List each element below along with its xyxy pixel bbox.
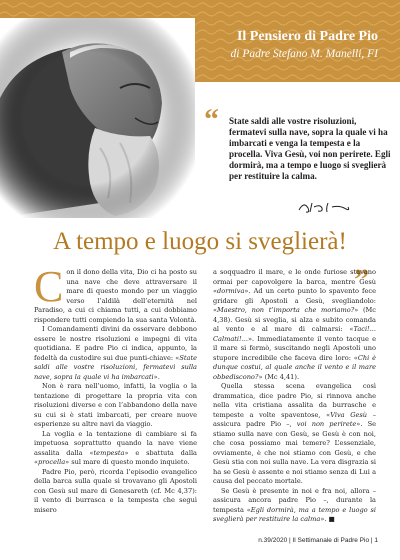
padre-pio-portrait bbox=[0, 18, 195, 218]
author-byline: di Padre Stefano M. Manelli, FI bbox=[230, 48, 378, 60]
paragraph: Se Gesù è presente in noi e fra noi, allora – assicura ancora padre Pio –, durante la tempesta «Egli dormirà, ma a tempo e luogo si sveglierà per restituire la calma». ■ bbox=[213, 486, 376, 523]
page-footer: n.39/2020 | Il Settimanale di Padre Pio | 1 bbox=[258, 537, 378, 544]
paragraph: Quella stessa scena evangelica così drammatica, dice padre Pio, si rinnova anche nella vita cristiana assalita da burrasche e tempeste a volte spaventose, «Viva Gesù – assicura padre Pio –, voi non perirete». Se stiamo sulla nave con Gesù, se Gesù è con noi, che cosa possiamo mai temere? L’essenziale, ovviamente, è che noi stiamo con Gesù, e che Gesù stia con noi sulla nave. La vera disgrazia si ha se Gesù è assente e noi stiamo senza di Lui a causa del peccato mortale. bbox=[213, 382, 376, 485]
headline: A tempo e luogo si sveglierà! bbox=[53, 228, 347, 255]
paragraph: Padre Pio, però, ricorda l’episodio evangelico della barca sulla quale si trovavano gli Apostoli con Gesù sul mare di Genesareth (cf. Mc 4,37): il vento di burrasca e la tempesta che seguì misero bbox=[34, 467, 197, 514]
end-mark-icon: ■ bbox=[328, 515, 335, 523]
article-column-right bbox=[213, 268, 376, 525]
quote-text: State saldi alle vostre risoluzioni, fermatevi sulla nave, sopra la quale vi ha imbarcati e venga la tempesta e la procella. Viva Gesù, voi non perirete. Egli dormirà, ma a tempo e luogo si sveglierà per restituire la calma. bbox=[229, 116, 391, 182]
column-title: Il Pensiero di Padre Pio bbox=[236, 29, 378, 44]
article-column-left bbox=[34, 262, 197, 515]
paragraph: Non è rara nell’uomo, infatti, la voglia o la tentazione di progettare la propria vita con risoluzioni diverse e con l’abbandono della nave su cui si è stati imbarcati, per creare nuove esperienze su altre navi da viaggio. bbox=[34, 382, 197, 428]
paragraph: La voglia e la tentazione di cambiare si fa impetuosa soprattutto quando la nave viene assalita dalla «tempesta» e sbattuta dalla «procella» sul mare di questo mondo inquieto. bbox=[34, 429, 197, 466]
paragraph: Con il dono della vita, Dio ci ha posto su una nave che deve attraversare il mare di questo mondo per un viaggio verso l’aldilà dell’eternità nel Paradiso, a cui ci chiama tutti, a cui dobbiamo rispondere tutti compiendo la sua santa Volontà. bbox=[34, 262, 197, 324]
paragraph: I Comandamenti divini da osservare debbono essere le nostre risoluzioni e impegni di vita quotidiana. E padre Pio ci indica, appunto, la fedeltà da custodire sui due punti-chiave: «State saldi alle vostre risoluzioni, fermatevi sulla nave, sopra la quale vi ha imbarcati». bbox=[34, 325, 197, 381]
drop-cap: C bbox=[34, 262, 64, 311]
paragraph: a soqquadro il mare, e le onde furiose stavano ormai per capovolgere la barca, mentre Gesù «dormiva». Ad un certo punto lo spavento fece gridare gli Apostoli a Gesù, svegliandolo: «Maestro, non t’importa che moriamo?» (Mc 4,38). Gesù si sveglia, si alza e subito comanda al vento e al mare di calmarsi: «Taci!... Calmati!...». Immediatamente il vento tacque e il mare si fermò, suscitando negli Apostoli uno stupore incredibile che faceva dire loro: «Chi è dunque costui, al quale anche il vento e il mare obbediscono?» (Mc 4,41). bbox=[213, 268, 376, 381]
close-quote-icon: ” bbox=[354, 263, 369, 296]
open-quote-icon: “ bbox=[204, 103, 219, 136]
signature-icon bbox=[296, 198, 354, 216]
